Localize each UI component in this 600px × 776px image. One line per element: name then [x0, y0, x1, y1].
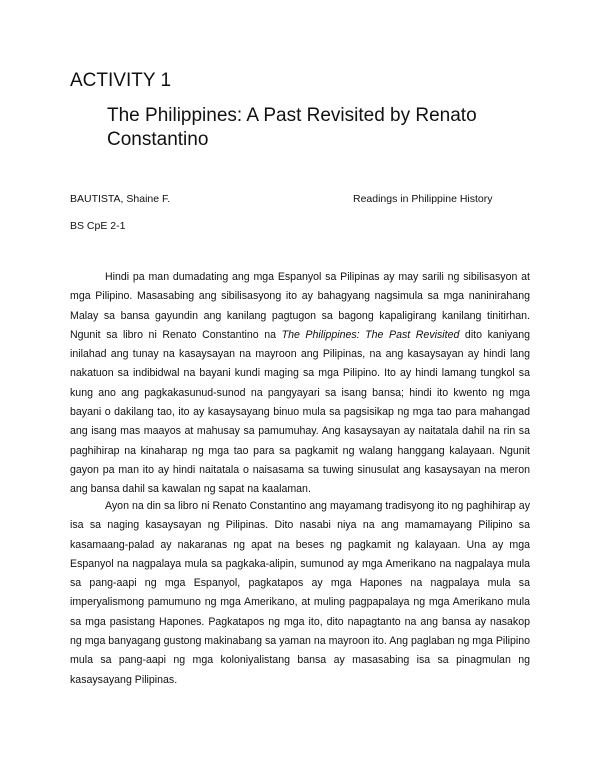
book-title: The Philippines: The Past Revisited	[281, 328, 460, 341]
document-title: The Philippines: A Past Revisited by Renato Constantino	[107, 105, 477, 150]
paragraph-1-text-start: Hindi pa man dumadating ang mga Espanyol sa Pilipinas ay may sarili ng sibilisasyon at mga Pilipino. Masasabing ang sibilisasyong ito ay bahagyang nagsimula sa mga naninirahang Malay sa bansa gayundin ang kanilang pagtugon sa bagong kapaligirang kanilang tinitirhan. Ngunit sa libro ni Renato Constantino na	[70, 271, 530, 341]
paragraph-1-text-end: dito kaniyang inilahad ang tunay na kasaysayan na mayroon ang Pilipinas, na ang kasaysayan ay hindi lang nakatuon sa indibidwal na bayani kundi maging sa mga Pilipino. Ito ay hindi lamang tungkol sa kung ano ang pagkakasunud-sunod na pangyayari sa isang bansa; hindi ito kwento ng mga bayani o dakilang tao, ito ay kasaysayang binuo mula sa pagsisikap ng mga tao para mahangad ang isang mas maayos at mahusay sa pamumuhay. Ang kasaysayan ay naitatala dahil na rin sa paghihirap na kinaharap ng mga tao para sa pagkamit ng walang hanggang kalayaan. Ngunit gayon pa man ito ay hindi naitatala o naisasama sa tuwing sinusulat ang kasaysayan na meron ang bansa dahil sa kawalan ng sapat na kaalaman.	[70, 328, 530, 496]
activity-heading: ACTIVITY 1	[70, 70, 172, 91]
course-name: Readings in Philippine History	[353, 193, 493, 205]
author-name: BAUTISTA, Shaine F.	[70, 193, 171, 205]
body-paragraph-2: Ayon na din sa libro ni Renato Constantino ang mayamang tradisyong ito ng paghihirap ay isa sa naging kasaysayan ng Pilipinas. Dito nasabi niya na ang mamamayang Pilipino sa kasamaang-palad ay nakaranas ng apat na beses ng pagkamit ng kalayaan. Una ay mga Espanyol na nagpalaya mula sa pagkaka-alipin, sumunod ay mga Amerikano na nagpalaya mula sa pang-aapi ng mga Espanyol, pagkatapos ay mga Hapones na nagpalaya mula sa imperyalismong pamumuno ng mga Amerikano, at muling pagpapalaya ng mga Amerikano mula sa mga pasistang Hapones. Pagkatapos ng mga ito, dito napagtanto na ang bansa ay nasakop ng mga banyagang gustong makinabang sa yaman na mayroon ito. Ang paglaban ng mga Pilipino mula sa pang-aapi ng mga koloniyalistang bansa ay masasabing isa sa pinagmulan ng kasaysayang Pilipinas.	[70, 500, 530, 686]
body-paragraph-1	[70, 268, 530, 500]
section-label: BS CpE 2-1	[70, 220, 126, 232]
